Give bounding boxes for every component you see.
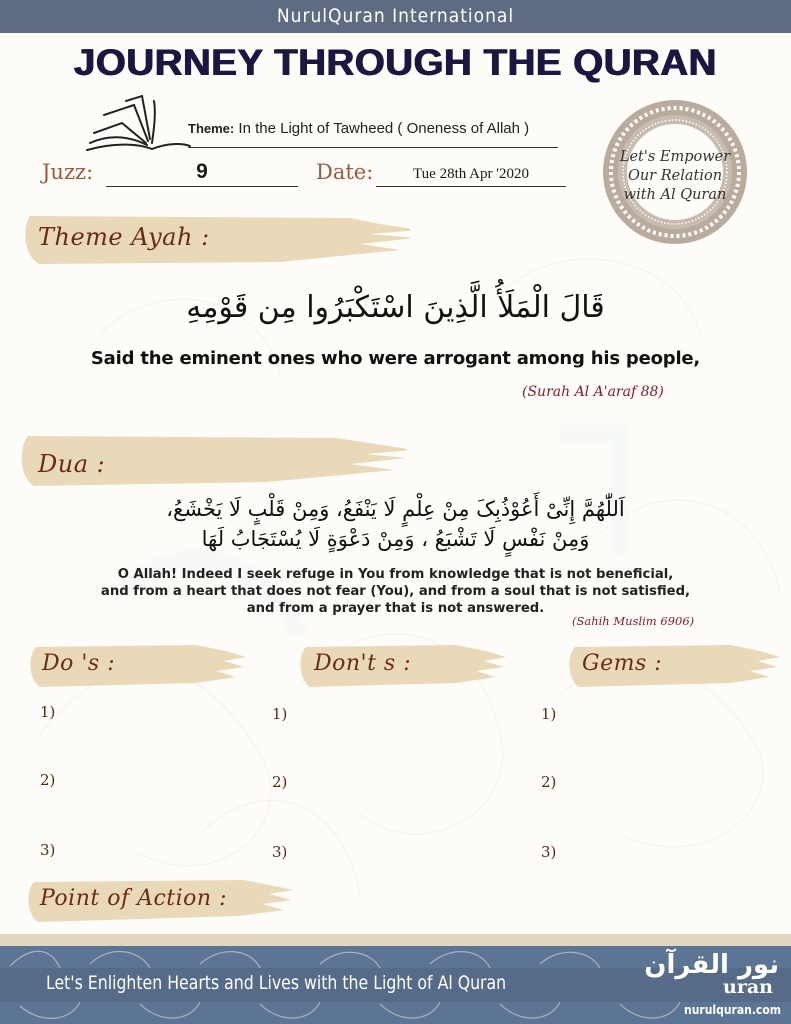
theme-ayah-arabic: قَالَ الْمَلَأُ الَّذِينَ اسْتَكْبَرُوا مِن قَوْمِهِ <box>186 290 605 325</box>
seal-line: with Al Quran <box>623 187 727 203</box>
gems-item: 3) <box>541 843 557 861</box>
dos-heading: Do 's : <box>42 651 116 676</box>
dos-item: 1) <box>40 703 56 721</box>
date-label: Date: <box>316 160 374 184</box>
dua-translation-line: O Allah! Indeed I seek refuge in You from knowledge that is not beneficial, <box>117 567 674 582</box>
dua-translation <box>0 566 791 617</box>
dua-reference: (Sahih Muslim 6906) <box>572 614 695 628</box>
nurulquran-logo-arabic: نور القرآن <box>644 950 779 980</box>
juzz-value: 9 <box>106 160 298 187</box>
dua-translation-line: and from a heart that does not fear (You), and from a soul that is not satisfied, <box>100 584 691 599</box>
seal-line: Our Relation <box>627 168 723 184</box>
gems-item: 1) <box>541 705 557 723</box>
dua-arabic-line: اَللّٰهُمَّ إِنِّیْ أَعُوْذُبِکَ مِنْ عِلْمٍ لَا یَنْفَعُ، وَمِنْ قَلْبٍ لَا یَخْشَعُ، <box>166 497 625 521</box>
dos-item: 3) <box>40 841 56 859</box>
open-book-icon <box>82 93 192 153</box>
dos-item: 2) <box>40 771 56 789</box>
theme-ayah-reference: (Surah Al A'araf 88) <box>522 384 664 400</box>
date-value: Tue 28th Apr '2020 <box>376 162 566 187</box>
theme-label: Theme: <box>188 121 235 136</box>
seal-text <box>585 148 765 205</box>
gems-heading: Gems : <box>582 651 663 676</box>
nurulquran-logo-latin: uran <box>723 976 773 998</box>
page-title: JOURNEY THROUGH THE QURAN <box>74 42 717 83</box>
point-of-action-heading: Point of Action : <box>40 886 227 911</box>
theme-ayah-translation: Said the eminent ones who were arrogant among his people, <box>90 348 701 369</box>
dua-heading: Dua : <box>38 450 106 478</box>
footer-banner <box>0 946 791 1024</box>
donts-item: 2) <box>272 773 288 791</box>
footer-tagline: Let's Enlighten Hearts and Lives with the Light of Al Quran <box>46 972 507 994</box>
donts-item: 3) <box>272 843 288 861</box>
dua-translation-line: and from a prayer that is not answered. <box>246 601 545 616</box>
dua-arabic-line: وَمِنْ نَفْسٍ لَا تَشْبَعُ ، وَمِنْ دَعْوَةٍ لَا یُسْتَجَابُ لَهَا <box>201 527 590 551</box>
footer-strip <box>0 934 791 946</box>
footer-url[interactable]: nurulquran.com <box>684 1003 781 1017</box>
theme-field <box>188 120 558 148</box>
donts-item: 1) <box>272 705 288 723</box>
donts-heading: Don't s : <box>314 651 412 676</box>
seal-line: Let's Empower <box>619 149 731 165</box>
dua-arabic <box>0 494 791 554</box>
org-name: NurulQuran International <box>276 5 515 27</box>
theme-value: In the Light of Tawheed ( Oneness of Allah ) <box>238 120 530 137</box>
org-banner <box>0 0 791 33</box>
theme-ayah-heading: Theme Ayah : <box>38 223 210 251</box>
gems-item: 2) <box>541 773 557 791</box>
juzz-label: Juzz: <box>42 160 94 184</box>
